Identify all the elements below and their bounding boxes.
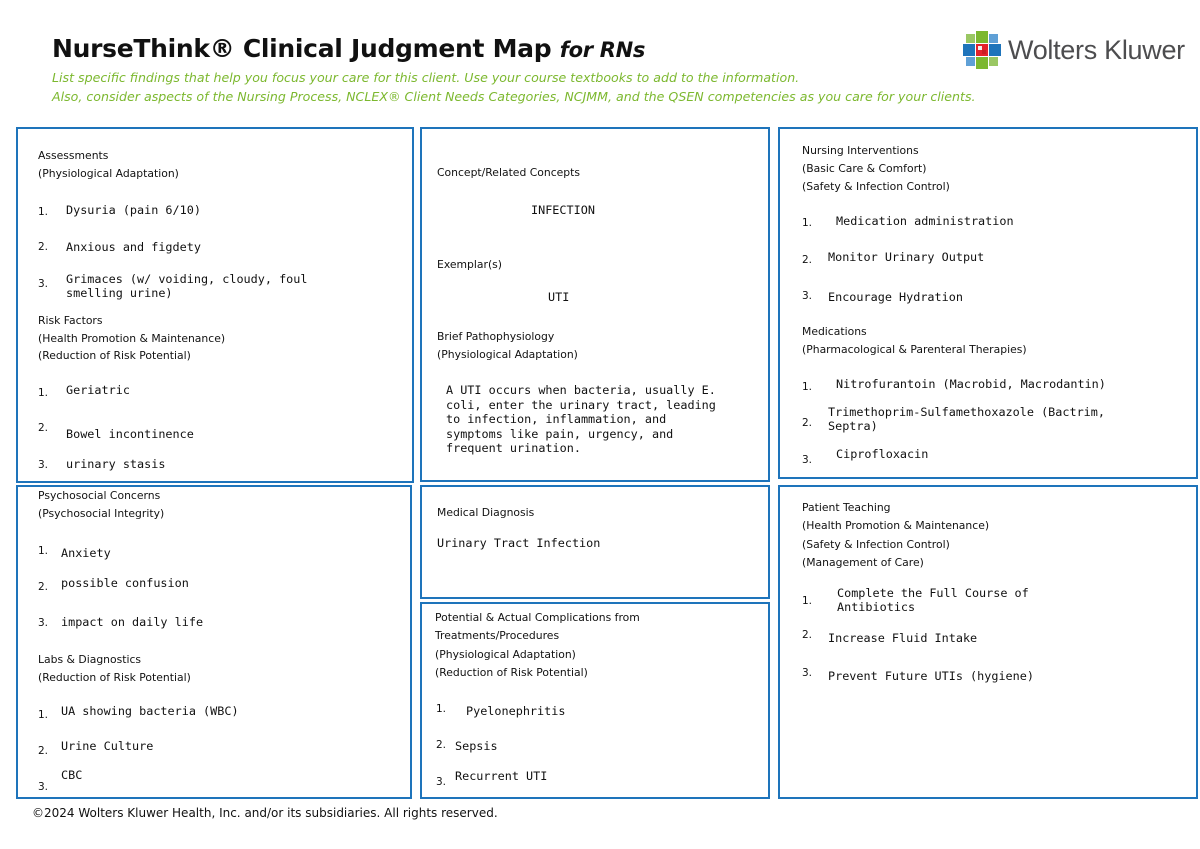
intervention-num-3: 3. (802, 290, 813, 302)
complication-num-2: 2. (436, 739, 447, 751)
labs-num-2: 2. (38, 745, 49, 757)
assessment-item-3-line-1: Grimaces (w/ voiding, cloudy, foul (66, 272, 308, 286)
complication-num-1: 1. (436, 703, 447, 715)
teaching-num-2: 2. (802, 629, 813, 641)
labs-heading: Labs & Diagnostics (38, 653, 142, 666)
medication-num-3: 3. (802, 454, 813, 466)
intervention-num-2: 2. (802, 254, 813, 266)
title-for: for RNs (559, 38, 646, 62)
medical-diagnosis-heading: Medical Diagnosis (437, 506, 535, 519)
interventions-category-2: (Safety & Infection Control) (802, 180, 950, 193)
risk-num-1: 1. (38, 387, 49, 399)
complications-heading-2: Treatments/Procedures (435, 629, 560, 642)
wolters-kluwer-mosaic-icon (962, 30, 1002, 70)
patho-line-4: symptoms like pain, urgency, and (446, 427, 674, 441)
psychosocial-num-2: 2. (38, 581, 49, 593)
labs-item-3: CBC (61, 768, 83, 782)
teaching-num-1: 1. (802, 595, 813, 607)
labs-item-2: Urine Culture (61, 739, 154, 753)
psychosocial-num-1: 1. (38, 545, 49, 557)
subtitle-line-1: List specific findings that help you focus your care for this client. Use your course textbooks to add to the information. (52, 70, 800, 85)
risk-item-2: Bowel incontinence (66, 427, 194, 441)
exemplar-heading: Exemplar(s) (437, 258, 502, 271)
wolters-kluwer-logo (962, 30, 1185, 70)
psychosocial-item-3: impact on daily life (61, 615, 204, 629)
subtitle-line-2: Also, consider aspects of the Nursing Process, NCLEX® Client Needs Categories, NCJMM, and the QSEN competencies as you care for your clients. (52, 89, 976, 104)
teaching-item-1-line-1: Complete the Full Course of (837, 586, 1029, 600)
complication-num-3: 3. (436, 776, 447, 788)
medication-item-2-line-1: Trimethoprim-Sulfamethoxazole (Bactrim, (828, 405, 1105, 419)
assessment-item-2: Anxious and figdety (66, 240, 201, 254)
risk-factors-heading: Risk Factors (38, 314, 103, 327)
teaching-item-3: Prevent Future UTIs (hygiene) (828, 669, 1034, 683)
title-main: NurseThink® Clinical Judgment Map (52, 34, 552, 63)
assessment-num-1: 1. (38, 206, 49, 218)
labs-category: (Reduction of Risk Potential) (38, 671, 191, 684)
assessment-item-1: Dysuria (pain 6/10) (66, 203, 201, 217)
assessment-num-2: 2. (38, 241, 49, 253)
intervention-item-1: Medication administration (836, 214, 1014, 228)
patho-line-3: to infection, inflammation, and (446, 412, 667, 426)
risk-num-3: 3. (38, 459, 49, 471)
complication-item-2: Sepsis (455, 739, 498, 753)
intervention-item-2: Monitor Urinary Output (828, 250, 985, 264)
teaching-category-1: (Health Promotion & Maintenance) (802, 519, 990, 532)
medications-category: (Pharmacological & Parenteral Therapies) (802, 343, 1027, 356)
medication-item-2-line-2: Septra) (828, 419, 878, 433)
assessment-num-3: 3. (38, 278, 49, 290)
medication-num-2: 2. (802, 417, 813, 429)
patho-line-2: coli, enter the urinary tract, leading (446, 398, 716, 412)
assessments-category: (Physiological Adaptation) (38, 167, 179, 180)
psychosocial-num-3: 3. (38, 617, 49, 629)
page-title (52, 34, 645, 63)
exemplar-value: UTI (548, 290, 570, 304)
risk-factors-category-1: (Health Promotion & Maintenance) (38, 332, 226, 345)
psychosocial-item-1: Anxiety (61, 546, 111, 560)
complication-item-3: Recurrent UTI (455, 769, 548, 783)
intervention-num-1: 1. (802, 217, 813, 229)
medication-item-1: Nitrofurantoin (Macrobid, Macrodantin) (836, 377, 1106, 391)
assessment-item-3-line-2: smelling urine) (66, 286, 173, 300)
patho-category: (Physiological Adaptation) (437, 348, 578, 361)
labs-num-3: 3. (38, 781, 49, 793)
teaching-category-2: (Safety & Infection Control) (802, 538, 950, 551)
medication-item-3: Ciprofloxacin (836, 447, 929, 461)
teaching-heading: Patient Teaching (802, 501, 891, 514)
copyright-footer: ©2024 Wolters Kluwer Health, Inc. and/or its subsidiaries. All rights reserved. (32, 806, 498, 820)
teaching-item-2: Increase Fluid Intake (828, 631, 978, 645)
complications-heading-1: Potential & Actual Complications from (435, 611, 640, 624)
patho-line-1: A UTI occurs when bacteria, usually E. (446, 383, 716, 397)
risk-num-2: 2. (38, 422, 49, 434)
complications-category-2: (Reduction of Risk Potential) (435, 666, 588, 679)
assessments-heading: Assessments (38, 149, 109, 162)
labs-num-1: 1. (38, 709, 49, 721)
patho-heading: Brief Pathophysiology (437, 330, 555, 343)
risk-item-1: Geriatric (66, 383, 130, 397)
medical-diagnosis-value: Urinary Tract Infection (437, 536, 601, 550)
teaching-item-1-line-2: Antibiotics (837, 600, 916, 614)
teaching-category-3: (Management of Care) (802, 556, 924, 569)
concept-heading: Concept/Related Concepts (437, 166, 581, 179)
intervention-item-3: Encourage Hydration (828, 290, 963, 304)
medication-num-1: 1. (802, 381, 813, 393)
complications-category-1: (Physiological Adaptation) (435, 648, 576, 661)
risk-factors-category-2: (Reduction of Risk Potential) (38, 349, 191, 362)
risk-item-3: urinary stasis (66, 457, 166, 471)
labs-item-1: UA showing bacteria (WBC) (61, 704, 239, 718)
psychosocial-item-2: possible confusion (61, 576, 189, 590)
interventions-heading: Nursing Interventions (802, 144, 919, 157)
concept-value: INFECTION (531, 203, 595, 217)
complication-item-1: Pyelonephritis (466, 704, 566, 718)
interventions-category-1: (Basic Care & Comfort) (802, 162, 927, 175)
psychosocial-heading: Psychosocial Concerns (38, 489, 161, 502)
psychosocial-category: (Psychosocial Integrity) (38, 507, 165, 520)
patho-line-5: frequent urination. (446, 441, 581, 455)
logo-wordmark: Wolters Kluwer (1008, 34, 1185, 65)
medications-heading: Medications (802, 325, 867, 338)
teaching-num-3: 3. (802, 667, 813, 679)
